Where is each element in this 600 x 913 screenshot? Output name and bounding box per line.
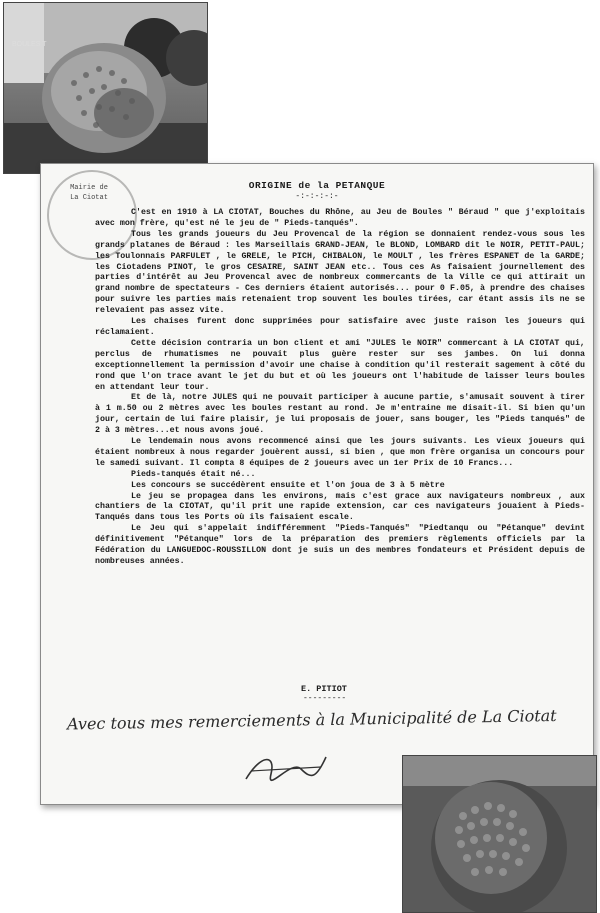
- signature-name: E. PITIOT: [301, 684, 347, 694]
- photo-label: BOULES T: [12, 41, 47, 48]
- handwritten-signature: [241, 749, 331, 789]
- document-title: ORIGINE de la PETANQUE: [248, 180, 386, 191]
- stamp-text-1: Mairie de: [70, 184, 108, 192]
- title-decoration: -:-:-:-:-: [295, 192, 339, 201]
- letter-body: [95, 208, 585, 568]
- paragraph: Les concours se succédèrent ensuite et l'on joua de 3 à 5 mètre: [131, 480, 445, 490]
- boule-photo-bottom-image: [403, 756, 596, 912]
- paragraph: Le jeu se propagea dans les environs, mais c'est grace aux navigateurs nombreux , aux chantiers de la CIOTAT, qu'il prit une rapide extension, car ces navigateurs jouaient à Pieds-Tanqués dans tous les Ports où ils faisaient escale.: [95, 491, 585, 523]
- letter-document: [40, 163, 594, 805]
- boule-photo-top-image: [4, 3, 207, 173]
- boule-photo-bottom: [402, 755, 597, 913]
- paragraph: C'est en 1910 à LA CIOTAT, Bouches du Rhône, au Jeu de Boules " Béraud " que j'exploitais avec mon frère, qu'est né le jeu de " Pieds-tanqués".: [95, 208, 585, 228]
- paragraph: Cette décision contraria un bon client et ami "JULES le NOIR" commercant à LA CIOTAT qui, perclus de rhumatismes ne pouvait plus guère rester sur ses jambes. On lui donna exceptionnellement la permission d'avoir une chaise à condition qu'il resterait sagement à côté du rond que l'on trace avant le jet du but et où les joueurs ont l'habitude de laisser leurs boules en attendant leur tour.: [95, 338, 585, 392]
- signature-underline: ---------: [303, 694, 347, 703]
- paragraph: Le lendemain nous avons recommencé ainsi que les jours suivants. Les vieux joueurs qui étaient nombreux à nous regarder jouèrent aussi, si bien , que mon frère organisa un concours pour le samedi suivant. Il compta 8 équipes de 2 joueurs avec un 1er Prix de 10 Francs...: [95, 437, 585, 468]
- boule-photo-top: [3, 2, 208, 174]
- paragraph: Pieds-tanqués était né...: [131, 469, 256, 479]
- stamp-text-2: La Ciotat: [70, 194, 108, 202]
- paragraph: Les chaises furent donc supprimées pour satisfaire avec juste raison les joueurs qui réclamaient.: [95, 317, 585, 337]
- paragraph: Tous les grands joueurs du Jeu Provencal de la région se donnaient rendez-vous sous les grands platanes de Béraud : les Marseillais GRAND-JEAN, le BLOND, LOMBARD dit le NOIR, PETIT-PAUL; les Toulonnais PARFULET , le GRELE, le PICH, CHIBALON, le MOULT , les frères ESPANET de la GARDE; les Ciotadens PINOT, le gros CESAIRE, SAINT JEAN etc.. Tous ces As faisaient journellement des parties d'intérêt au Jeu Provencal avec de nombreux commercants de la Ville ce qui attirait un grand nombre de spectateurs - Ces derniers étaient autorisés... pour 0 F.05, à prendre des chaises pour suivre les parties mais retenaient trop souvent les boules tirées, car étant assis ils ne se relevaient pas assez vite.: [95, 229, 585, 316]
- paragraph: Et de là, notre JULES qui ne pouvait participer à aucune partie, s'amusait souvent à tirer à 1 m.50 ou 2 mètres avec les boules restant au rond. Je m'entraine me disait-il. Si bien qu'un jour, certain de lui faire plaisir, je lui proposais de jouer, sans bouger, les "Pieds tanqués" de 2 à 3 mètres...et nous avons joué.: [95, 393, 585, 436]
- handwritten-dedication: Avec tous mes remerciements à la Municipalité de La Ciotat: [66, 705, 557, 734]
- paragraph: Le Jeu qui s'appelait indifféremment "Pieds-Tanqués" "Piedtanqu ou "Pétanque" devint définitivement "Pétanque" lors de la préparation des premiers règlements officiels par la Fédération du LANGUEDOC-ROUSSILLON dont je suis un des membres fondateurs et Président depuis de nombreuses années.: [95, 524, 585, 566]
